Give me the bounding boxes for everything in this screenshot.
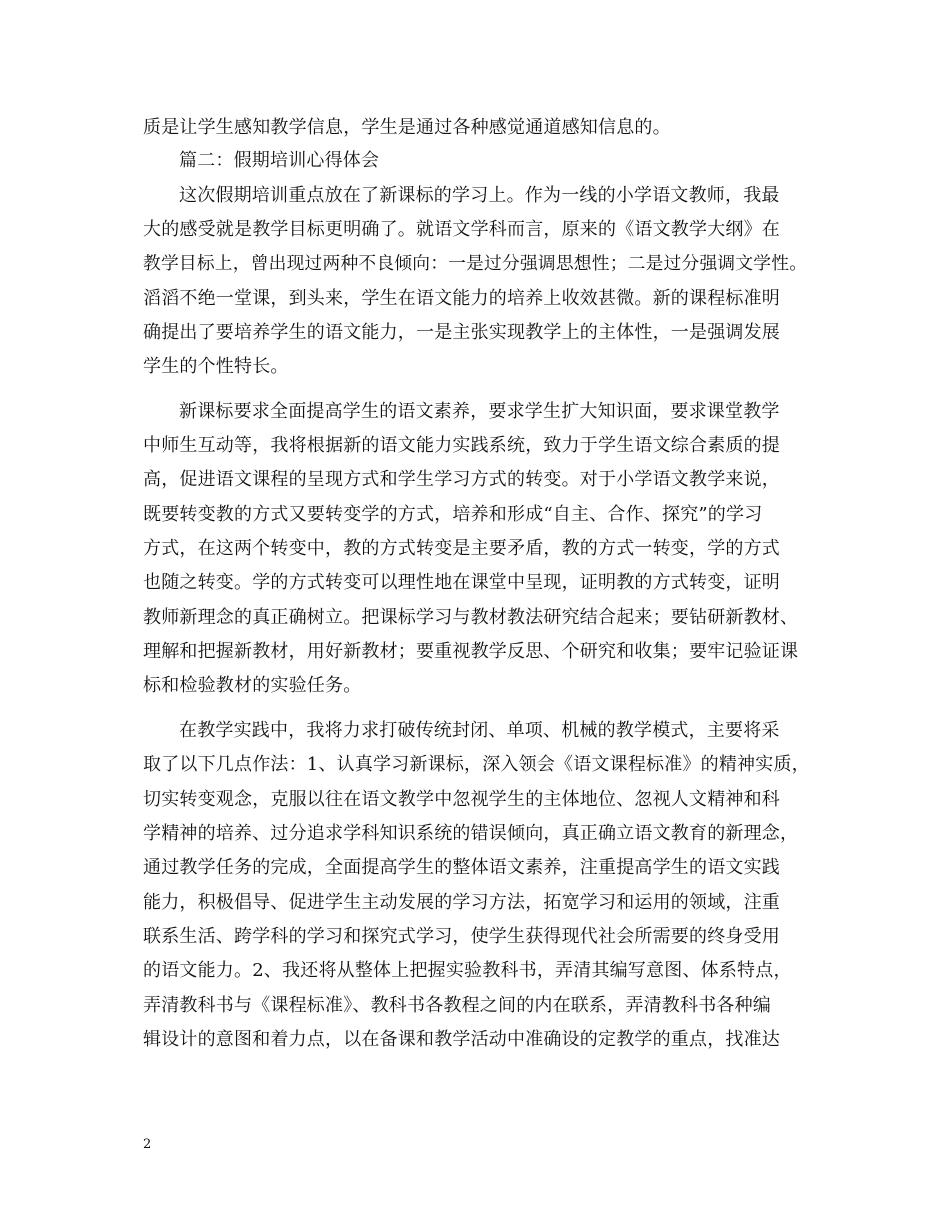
- text-line: 通过教学任务的完成，全面提高学生的整体语文素养，注重提高学生的语文实践: [143, 857, 780, 878]
- text-line: 理解和把握新教材，用好新教材；要重视教学反思、个研究和收集；要牢记验证课: [143, 641, 799, 662]
- text-line: 高，促进语文课程的呈现方式和学生学习方式的转变。对于小学语文教学来说，: [143, 469, 780, 490]
- text-line: 联系生活、跨学科的学习和探究式学习，使学生获得现代社会所需要的终身受用: [143, 926, 780, 947]
- text-line: 教学目标上，曾出现过两种不良倾向：一是过分强调思想性；二是过分强调文学性。: [143, 254, 808, 274]
- text-line: 切实转变观念，克服以往在语文教学中忽视学生的主体地位、忽视人文精神和科: [143, 789, 780, 810]
- text-line: 这次假期培训重点放在了新课标的学习上。作为一线的小学语文教师，我最: [179, 185, 780, 206]
- text-line: 质是让学生感知教学信息，学生是通过各种感觉通道感知信息的。: [143, 117, 671, 138]
- text-line: 方式，在这两个转变中，教的方式转变是主要矛盾，教的方式一转变，学的方式: [143, 538, 780, 559]
- text-line: 在教学实践中，我将力求打破传统封闭、单项、机械的教学模式，主要将采: [179, 720, 780, 741]
- text-line: 能力，积极倡导、促进学生主动发展的学习方法，拓宽学习和运用的领域，注重: [143, 892, 780, 913]
- text-line: 确提出了要培养学生的语文能力，一是主张实现教学上的主体性，一是强调发展: [143, 322, 780, 343]
- text-line: 新课标要求全面提高学生的语文素养，要求学生扩大知识面，要求课堂教学: [179, 401, 780, 422]
- text-line: 中师生互动等，我将根据新的语文能力实践系统，致力于学生语文综合素质的提: [143, 435, 780, 456]
- page-number: 2: [143, 1137, 152, 1152]
- text-line: 既要转变教的方式又要转变学的方式，培养和形成“自主、合作、探究”的学习: [143, 504, 763, 525]
- text-line: 弄清教科书与《课程标准》、教科书各教程之间的内在联系，弄清教科书各种编: [143, 995, 771, 1016]
- text-line: 教师新理念的真正确树立。把课标学习与教材教法研究结合起来；要钻研新教材、: [143, 607, 799, 628]
- text-line: 辑设计的意图和着力点，以在备课和教学活动中准确设的定教学的重点，找准达: [143, 1029, 780, 1050]
- text-line: 大的感受就是教学目标更明确了。就语文学科而言，原来的《语文教学大纲》在: [143, 219, 780, 240]
- text-line: 滔滔不绝一堂课，到头来，学生在语文能力的培养上收效甚微。新的课程标准明: [143, 288, 780, 309]
- text-line: 标和检验教材的实验任务。: [143, 675, 362, 696]
- text-line: 也随之转变。学的方式转变可以理性地在课堂中呈现，证明教的方式转变，证明: [143, 572, 780, 593]
- text-line: 的语文能力。2、我还将从整体上把握实验教科书，弄清其编写意图、体系特点，: [143, 960, 792, 981]
- text-line: 学生的个性特长。: [143, 356, 289, 377]
- section-heading: 篇二：假期培训心得体会: [179, 150, 380, 171]
- text-line: 取了以下几点作法：1、认真学习新课标，深入领会《语文课程标准》的精神实质，: [143, 754, 810, 775]
- text-line: 学精神的培养、过分追求学科知识系统的错误倾向，真正确立语文教育的新理念，: [143, 823, 799, 844]
